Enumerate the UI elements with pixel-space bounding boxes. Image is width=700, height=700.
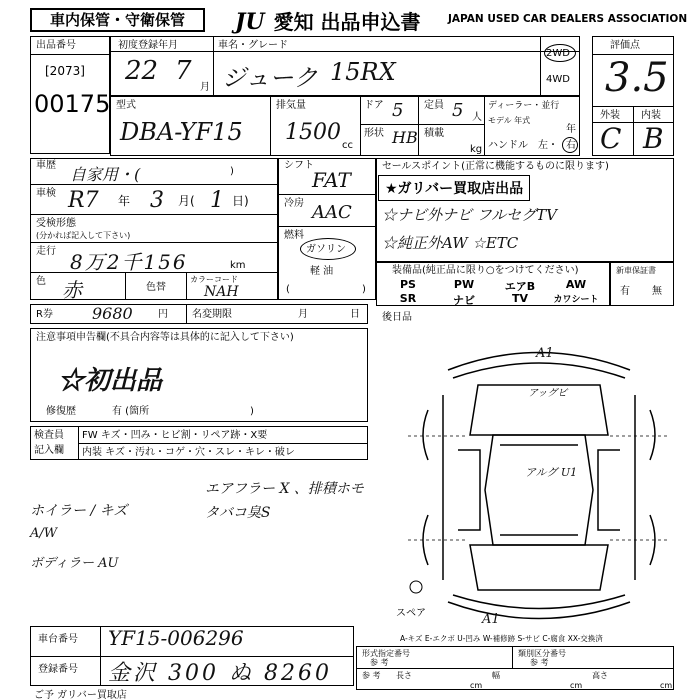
interior-row: 内装 キズ・汚れ・コゲ・穴・スレ・キレ・破レ [82,447,295,458]
inspector-handwritten3: ボディラー AU [30,556,119,571]
color-code-label: カラーコード [190,275,238,284]
exterior-label: 外装 [600,110,620,121]
rear-label: 後日品 [382,312,412,323]
body-shape: HB [392,128,418,147]
first-reg-label: 初度登録年月 [118,40,178,51]
inspector-comment2: タバコ臭S [205,505,271,521]
form-title [235,6,421,35]
sales-point-line2: ☆純正外AW ☆ETC [382,234,519,252]
displacement: 1500 [285,120,341,145]
footer-text: ご予 ガリバー買取店 [34,690,127,700]
fuel-diesel: 軽 油 [310,266,334,277]
width-label: 幅 [492,671,500,680]
displacement-label: 排気量 [276,100,306,111]
repair-value: 有 (箇所 [112,406,150,417]
history-value: 自家用・( [70,165,141,184]
handle-right-circle [562,137,578,153]
damage-legend: A-キズ E-エクボ U-凹み W-補修跡 S-サビ C-腐食 XX-交換済 [400,634,603,643]
equipment-ps: PS [400,278,416,291]
ac-label: 冷房 [284,198,304,209]
handle-right: 右 [566,140,576,151]
lot-number: 00175 [34,90,111,118]
association-name: JAPAN USED CAR DEALERS ASSOCIATION [448,13,688,25]
lot-bracket-number: [2073] [45,64,85,78]
recycle-label: R券 [36,309,53,320]
shift-value: FAT [312,168,351,192]
fuel-label: 燃料 [284,230,304,241]
warranty-label: 新車保証書 [616,266,656,275]
evaluation-label: 評価点 [610,40,640,51]
inspector-label: 検査員 [34,430,64,441]
damage-mark-center: アルグ U1 [525,466,578,479]
plate-number: 金沢 300 ぬ 8260 [108,661,332,686]
damage-mark-a1-top: A1 [536,346,554,361]
first-reg-month: 7 [175,56,192,86]
color-value: 赤 [62,278,82,302]
sales-point-banner: ★ガリバー買取店出品 [378,175,530,201]
exterior-grade: C [600,122,622,155]
fw-row: FW キズ・凹み・ヒビ割・リペア跡・X要 [82,430,268,441]
repair-label: 修復歴 [46,406,76,417]
fuel-gasoline-circle [300,238,356,260]
inspection-era: R7 [68,188,99,213]
chassis-label: 車台番号 [38,634,78,645]
door-count: 5 [392,100,404,121]
equipment-label: 装備品(純正品に限り○をつけてください) [392,265,579,276]
length-label: 長さ [396,671,412,680]
dealer-label: ディーラー・並行 [488,101,560,111]
accepted-form-note: (分かれば記入して下さい) [36,231,131,240]
recycle-value: 9680 [92,304,133,323]
chassis-number: YF15-006296 [108,626,244,650]
damage-mark-a1-bottom: A1 [482,612,500,627]
name-change-label: 名変期限 [192,309,232,320]
capacity-label: 定員 [424,100,444,111]
car-grade: 15RX [330,58,396,86]
inspection-day: 1 [210,188,224,213]
notes-label: 注意事項申告欄(不具合内容等は具体的に記入して下さい) [36,332,294,343]
form-title-text: 愛知 出品申込書 [273,10,421,34]
mileage-value: 8万2千156 [70,250,188,274]
inspection-label: 車検 [36,188,56,199]
model-type: DBA-YF15 [120,118,243,146]
category-number-label: 類別区分番号 [518,649,566,658]
spare-label: スペア [396,608,426,619]
name-grade-label: 車名・グレード [218,40,288,51]
plate-label: 登録番号 [38,664,78,675]
accepted-form-label: 受検形態 [36,218,76,229]
shape-number-label: 形式指定番号 [362,649,410,658]
mileage-label: 走行 [36,246,56,257]
color-change-label: 色替 [146,282,166,293]
equipment-navi: ナビ [453,294,475,307]
evaluation-score: 3.5 [605,55,669,101]
handle-label: ハンドル [488,140,528,151]
color-label: 色 [36,276,46,287]
warranty-no: 無 [652,286,662,297]
storage-label: 車内保管・守衛保管 [30,8,205,32]
equipment-airbag: エアB [504,280,536,293]
sales-point-label: セールスポイント(正常に機能するものに限ります) [382,161,609,172]
damage-mark-roof: アッグビ [528,388,568,399]
inspector-handwritten1: ホイラー / キズ [30,503,128,519]
car-name: ジューク [222,64,318,92]
equipment-tv: TV [511,292,529,305]
equipment-aw: AW [565,278,587,291]
color-code: NAH [204,284,239,300]
equipment-pw: PW [453,278,475,291]
interior-label: 内装 [641,110,661,121]
door-label: ドア [364,100,384,111]
equipment-sr: SR [399,292,417,305]
interior-grade: B [643,122,664,155]
model-type-label: 型式 [116,100,136,111]
load-label: 積載 [424,128,444,139]
ju-logo: JU [235,9,265,35]
drive-2wd-circle [544,44,576,62]
lot-label: 出品番号 [36,40,76,51]
drive-4wd: 4WD [546,74,570,85]
inspector-handwritten2: A/W [30,526,58,541]
first-listing: ☆初出品 [58,366,163,396]
capacity: 5 [452,100,464,121]
height-label: 高さ [592,671,608,680]
model-year-label: モデル 年式 [488,116,531,125]
fuel-gasoline: ガソリン [306,244,346,255]
shift-label: シフト [284,160,314,171]
first-reg-year: 22 [125,56,159,86]
equipment-leather-seat: カワシート [553,295,599,305]
record-label: 記入欄 [34,445,64,456]
warranty-yes: 有 [620,286,630,297]
ac-value: AAC [312,202,352,223]
shape-label: 形状 [364,128,384,139]
inspector-comment1: エアフラー X 、排積ホモ [205,481,364,497]
drive-2wd: 2WD [546,48,570,59]
history-label: 車歴 [36,160,56,171]
inspection-month: 3 [150,188,164,213]
sales-point-line1: ☆ナビ外ナビ フルセグTV [382,206,558,224]
